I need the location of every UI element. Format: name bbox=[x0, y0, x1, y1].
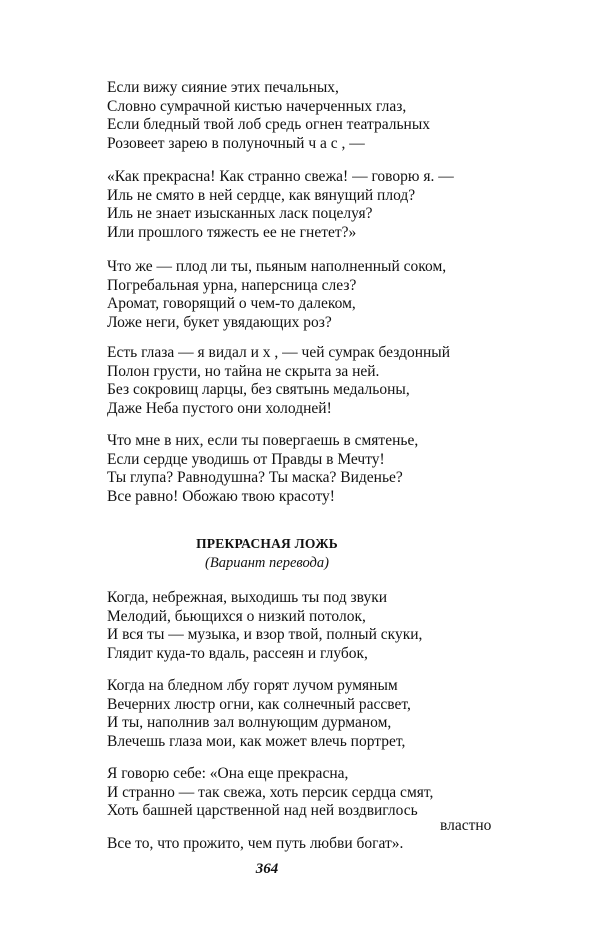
verse-line: И ты, наполнив зал волнующим дурманом, bbox=[107, 714, 392, 732]
verse-line: И вся ты — музыка, и взор твой, полный скуки, bbox=[107, 626, 423, 644]
verse-line: Вечерних люстр огни, как солнечный рассвет, bbox=[107, 695, 411, 713]
verse-line: Хоть башней царственной над ней воздвиглось bbox=[107, 802, 418, 820]
verse-line: Розовеет зарею в полуночный ч а с , — bbox=[107, 134, 365, 152]
verse-line: Иль не знает изысканных ласк поцелуя? bbox=[107, 205, 373, 223]
verse-line: Если бледный твой лоб средь огнен театральных bbox=[107, 116, 430, 134]
verse-line: Все то, что прожито, чем путь любви богат». bbox=[107, 835, 404, 852]
poem-title: ПРЕКРАСНАЯ ЛОЖЬ bbox=[196, 536, 338, 551]
verse-line: Даже Неба пустого они холодней! bbox=[107, 399, 332, 417]
verse-line: Я говорю себе: «Она еще прекрасна, bbox=[107, 765, 349, 782]
verse-line: Если сердце уводишь от Правды в Мечту! bbox=[107, 450, 385, 468]
poem1-stanza-3 bbox=[107, 258, 507, 332]
verse-line: Когда на бледном лбу горят лучом румяным bbox=[107, 677, 398, 694]
verse-line: Иль не смято в ней сердце, как вянущий плод? bbox=[107, 186, 416, 204]
verse-line: Если вижу сияние этих печальных, bbox=[107, 79, 339, 96]
verse-line: И странно — так свежа, хоть персик сердца смят, bbox=[107, 783, 434, 801]
poem1-stanza-1 bbox=[107, 79, 507, 153]
poem2-stanza-1 bbox=[107, 589, 507, 663]
verse-line: Мелодий, бьющихся о низкий потолок, bbox=[107, 607, 366, 625]
verse-line: Полон грусти, но тайна не скрыта за ней. bbox=[107, 362, 380, 380]
poem2-stanza-2 bbox=[107, 677, 507, 751]
verse-line: Есть глаза — я видал и х , — чей сумрак бездонный bbox=[107, 344, 450, 361]
poem1-stanza-4 bbox=[107, 344, 507, 418]
verse-line: Или прошлого тяжесть ее не гнетет?» bbox=[107, 223, 357, 241]
verse-line: Глядит куда-то вдаль, рассеян и глубок, bbox=[107, 644, 368, 662]
verse-line: Влечешь глаза мои, как может влечь портрет, bbox=[107, 732, 406, 750]
poem-subtitle: (Вариант перевода) bbox=[205, 555, 329, 571]
poem2-last-line bbox=[107, 835, 507, 854]
page-number: 364 bbox=[255, 861, 279, 877]
verse-line: «Как прекрасна! Как странно свежа! — говорю я. — bbox=[107, 168, 454, 185]
verse-line: Ложе неги, букет увядающих роз? bbox=[107, 313, 332, 331]
poem1-stanza-5 bbox=[107, 432, 507, 506]
verse-line: Все равно! Обожаю твою красоту! bbox=[107, 487, 335, 505]
verse-line-continuation: властно bbox=[440, 817, 492, 834]
poem1-stanza-2 bbox=[107, 168, 507, 242]
verse-line: Без сокровищ ларцы, без святынь медальоны, bbox=[107, 381, 410, 399]
verse-line: Что мне в них, если ты повергаешь в смятенье, bbox=[107, 432, 419, 449]
poem2-stanza-3 bbox=[107, 765, 507, 821]
verse-line: Словно сумрачной кистью начерченных глаз, bbox=[107, 97, 407, 115]
verse-line: Погребальная урна, наперсница слез? bbox=[107, 276, 357, 294]
verse-line: Ты глупа? Равнодушна? Ты маска? Виденье? bbox=[107, 469, 403, 487]
verse-line: Что же — плод ли ты, пьяным наполненный соком, bbox=[107, 258, 447, 275]
verse-line: Аромат, говорящий о чем-то далеком, bbox=[107, 295, 356, 313]
verse-line: Когда, небрежная, выходишь ты под звуки bbox=[107, 589, 388, 606]
